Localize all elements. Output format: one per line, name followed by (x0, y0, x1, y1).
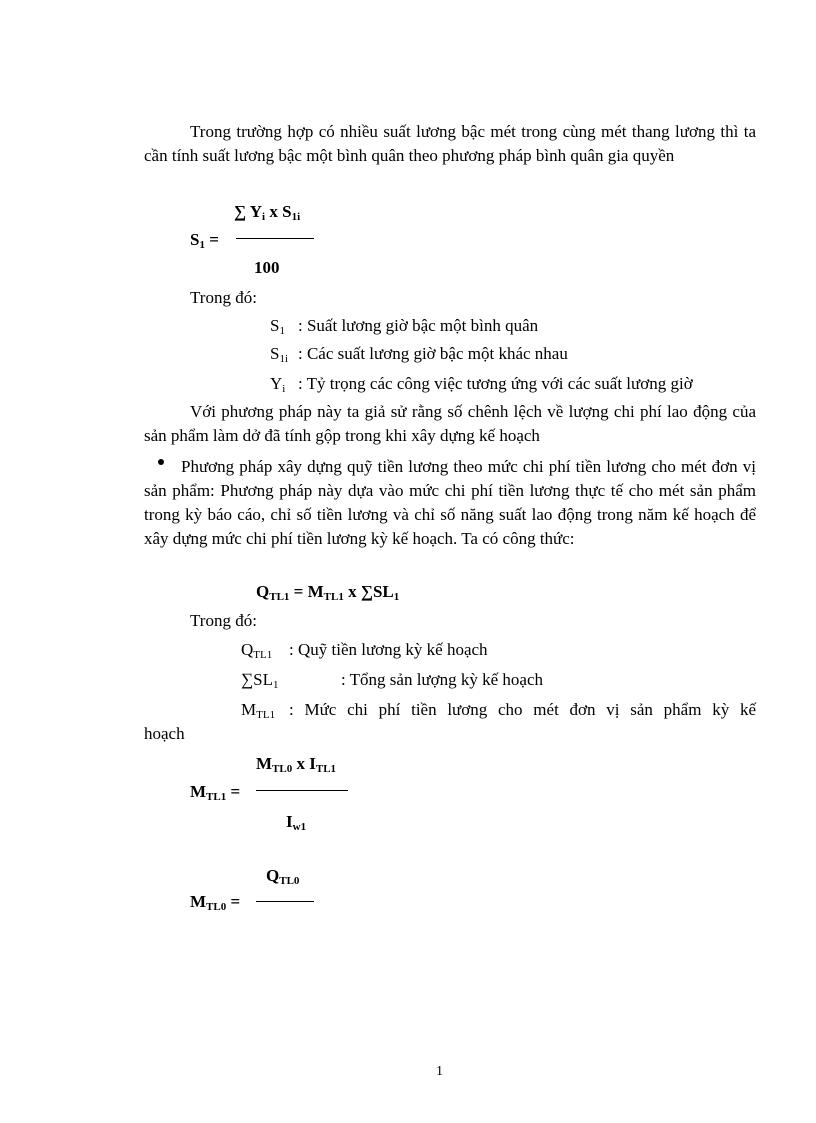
definition-row: $\sum SL_1$ (241, 670, 279, 691)
definition-row: $S_{1i}$ (270, 344, 289, 365)
formula1-denominator: 100 (254, 258, 280, 277)
definition-text: : Quỹ tiền lương kỳ kế hoạch (289, 640, 488, 659)
definition-text: : Các suất lương giờ bậc một khác nhau (298, 344, 568, 363)
formula2: QTL1 = MTL1 x ∑SL1 (256, 582, 400, 603)
method-note-paragraph (144, 400, 756, 448)
formula1-numerator: ∑ $Y_i$ x $S_{1i}$ (234, 202, 301, 223)
where-label-2: Trong đó: (190, 611, 257, 630)
definition-text: : Tỷ trọng các công việc tương ứng với các suất lương giờ (298, 374, 693, 393)
formula4-fraction-bar (256, 901, 314, 902)
formula1-lhs: S1 = (190, 230, 219, 251)
formula1-y: Y (249, 202, 263, 221)
intro-text: Trong trường hợp có nhiều suất lương bậc mét trong cùng mét thang lương thì ta cần tính suất lương bậc một bình quân theo phương pháp bình quân gia quyền (144, 122, 756, 165)
formula3-fraction-bar (256, 790, 348, 791)
definition-text: : Tổng sản lượng kỳ kế hoạch (341, 670, 544, 689)
formula3-numerator: MTL0 x ITL1 (256, 754, 337, 775)
definition-text: : Mức chi phí tiền lương cho mét đơn vị sản phẩm kỳ kế (289, 700, 756, 719)
intro-paragraph (144, 120, 756, 168)
formula4-lhs: MTL0 = (190, 892, 241, 913)
sigma-symbol: ∑ (234, 202, 247, 221)
page-number: 1 (436, 1064, 443, 1079)
definition-text: : Suất lương giờ bậc một bình quân (298, 316, 539, 335)
bullet-paragraph (144, 455, 756, 551)
definition-row: $Y_i$ (270, 374, 286, 395)
method-note-text: Với phương pháp này ta giả sử rằng số chênh lệch về lượng chi phí lao động của sản phẩm làm dở đã tính gộp trong khi xây dựng kế hoạch (144, 402, 756, 445)
definition-row: $M_{TL1}$ (241, 700, 276, 721)
formula1-s: S (282, 202, 292, 221)
formula4-numerator: QTL0 (266, 866, 300, 887)
formula1-fraction-bar (236, 238, 314, 239)
formula1-times: x (269, 202, 278, 221)
formula3-denominator: Iw1 (286, 812, 307, 833)
definition-text-wrap: hoạch (144, 724, 185, 743)
definition-row: $Q_{TL1}$ (241, 640, 273, 661)
definition-row: $S_1$ (270, 316, 285, 337)
where-label-1: Trong đó: (190, 288, 257, 307)
bullet-text: Phương pháp xây dựng quỹ tiền lương theo mức chi phí tiền lương cho mét đơn vị sản phẩm: Phương pháp này dựa vào mức chi phí tiền lương thực tế cho mét sản phẩm trong kỳ báo cáo, chỉ số tiền lương và chỉ số năng suất lao động trong năm kế hoạch để xây dựng mức chi phí tiền lương kỳ kế hoạch. Ta có công thức: (144, 457, 756, 548)
formula3-lhs: MTL1 = (190, 782, 241, 803)
